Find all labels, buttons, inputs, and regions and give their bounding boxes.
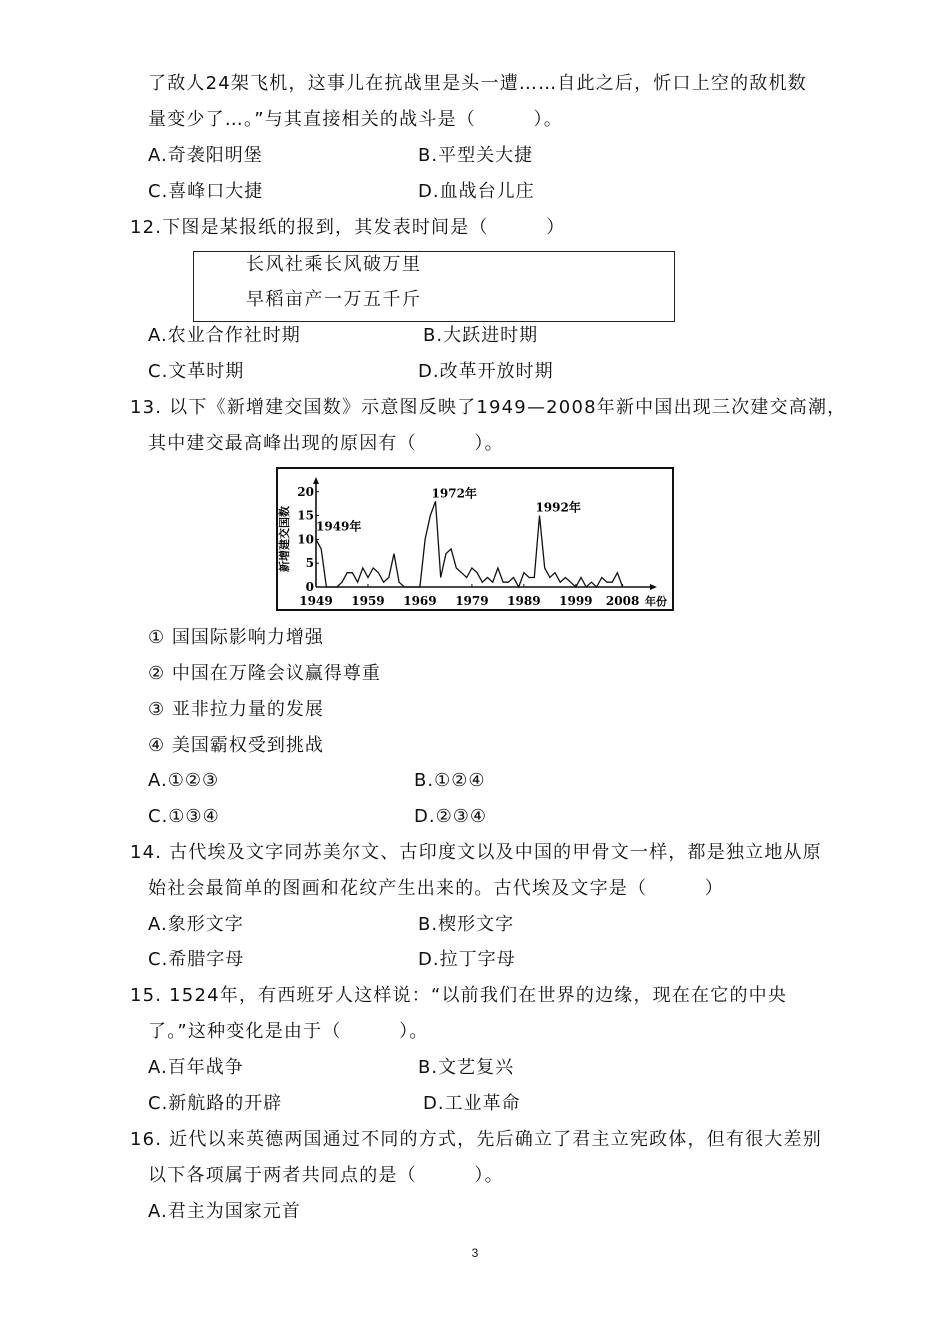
x-tick-label-1959: 1959 [351, 594, 385, 608]
annotation-0: 1949年 [316, 519, 362, 534]
q12-box-line2: 早稻亩产一万五千斤 [246, 289, 422, 310]
q14-option-b: B.楔形文字 [418, 914, 515, 935]
q15-option-b: B.文艺复兴 [418, 1057, 515, 1078]
q12-option-d: D.改革开放时期 [418, 361, 554, 382]
q16-line1: 16. 近代以来英德两国通过不同的方式，先后确立了君主立宪政体，但有很大差别 [130, 1129, 822, 1150]
x-tick-label-1999: 1999 [559, 594, 593, 608]
q12-option-b: B.大跃进时期 [423, 325, 539, 346]
x-tick-label-1989: 1989 [507, 594, 541, 608]
q13-statement-1: ① 国国际影响力增强 [148, 627, 324, 648]
q11-option-c: C.喜峰口大捷 [148, 181, 264, 202]
x-tick-label-2008: 2008 [605, 594, 640, 608]
q11-option-b: B.平型关大捷 [418, 145, 534, 166]
x-tick-label-1949: 1949 [299, 594, 333, 608]
q14-line2: 始社会最简单的图画和花纹产生出来的。古代埃及文字是（ ） [148, 878, 724, 899]
q12-stem: 12.下图是某报纸的报到，其发表时间是（ ） [130, 217, 566, 238]
q13-option-a: A.①②③ [148, 770, 220, 791]
q11-option-a: A.奇袭阳明堡 [148, 145, 263, 166]
y-tick-label-0: 0 [305, 580, 314, 594]
x-axis-arrow [650, 584, 657, 590]
chart-svg [278, 469, 672, 609]
y-axis-arrow [313, 477, 319, 484]
page-number: 3 [471, 1246, 479, 1260]
q15-option-c: C.新航路的开辟 [148, 1093, 283, 1114]
q15-line2: 了。”这种变化是由于（ ）。 [148, 1021, 429, 1042]
x-tick-label-1979: 1979 [455, 594, 489, 608]
q11-line2: 量变少了…。”与其直接相关的战斗是（ ）。 [148, 109, 563, 130]
q14-option-d: D.拉丁字母 [418, 949, 516, 970]
y-tick-label-5: 5 [305, 556, 314, 571]
q12-option-a: A.农业合作社时期 [148, 325, 301, 346]
q16-option-a: A.君主为国家元首 [148, 1201, 301, 1222]
q14-option-c: C.希腊字母 [148, 949, 245, 970]
q16-line2: 以下各项属于两者共同点的是（ ）。 [148, 1165, 504, 1186]
annotation-2: 1992年 [535, 500, 581, 515]
q13-option-d: D.②③④ [414, 806, 487, 827]
q11-option-d: D.血战台儿庄 [418, 181, 535, 202]
y-tick-label-20: 20 [297, 484, 314, 499]
y-tick-label-10: 10 [297, 532, 314, 547]
q15-line1: 15. 1524年，有西班牙人这样说：“以前我们在世界的边缘，现在在它的中央 [130, 985, 788, 1006]
q13-statement-4: ④ 美国霸权受到挑战 [148, 735, 324, 756]
y-tick-label-15: 15 [297, 508, 314, 523]
q14-line1: 14. 古代埃及文字同苏美尔文、古印度文以及中国的甲骨文一样，都是独立地从原 [130, 842, 822, 863]
q13-line2: 其中建交最高峰出现的原因有（ ）。 [148, 433, 504, 454]
q12-box-line1: 长风社乘长风破万里 [246, 254, 422, 275]
q13-line1: 13. 以下《新增建交国数》示意图反映了1949—2008年新中国出现三次建交高潮， [130, 397, 847, 418]
q13-option-b: B.①②④ [414, 770, 486, 791]
q13-statement-2: ② 中国在万隆会议赢得尊重 [148, 663, 381, 684]
diplomacy-chart [276, 467, 674, 611]
q13-statement-3: ③ 亚非拉力量的发展 [148, 699, 324, 720]
x-axis-unit-label: 年份 [645, 595, 667, 608]
y-axis-label: 新增建交国数 [278, 506, 291, 572]
q12-newspaper-box [193, 251, 675, 322]
x-tick-label-1969: 1969 [403, 594, 437, 608]
q12-option-c: C.文革时期 [148, 361, 245, 382]
q13-option-c: C.①③④ [148, 806, 220, 827]
q14-option-a: A.象形文字 [148, 914, 244, 935]
annotation-1: 1972年 [431, 486, 477, 501]
q15-option-d: D.工业革命 [423, 1093, 521, 1114]
q15-option-a: A.百年战争 [148, 1057, 244, 1078]
q11-line1: 了敌人24架飞机，这事儿在抗战里是头一遭……自此之后，忻口上空的敌机数 [148, 73, 807, 94]
